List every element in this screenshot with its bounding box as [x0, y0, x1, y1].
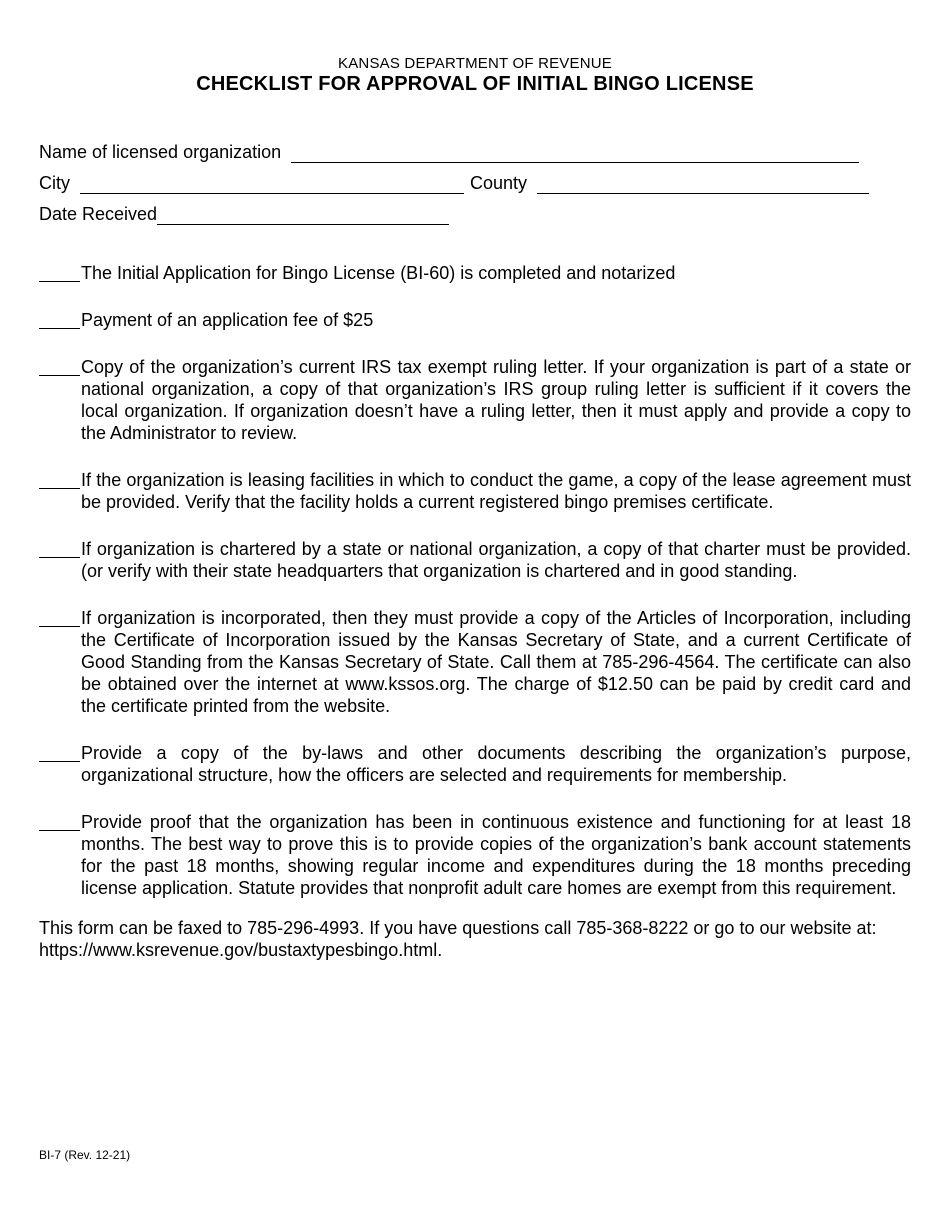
check-blank[interactable]: [39, 538, 80, 558]
checklist-item-irs-letter: [39, 356, 911, 444]
checklist-item-existence-proof: [39, 811, 911, 899]
form-header: [0, 55, 950, 96]
fax-contact-text: This form can be faxed to 785-296-4993. If you have questions call 785-368-8222 or go to our website at:: [39, 918, 877, 938]
check-blank[interactable]: [39, 469, 80, 489]
county-label: County: [469, 173, 528, 193]
checklist-item-text: If organization is chartered by a state or national organization, a copy of that charter must be provided. (or verify with their state headquarters that organization is chartered and in good standing.: [81, 539, 911, 581]
website-link[interactable]: https://www.ksrevenue.gov/bustaxtypesbingo.html.: [39, 940, 443, 960]
form-title: CHECKLIST FOR APPROVAL OF INITIAL BINGO LICENSE: [196, 73, 754, 95]
check-blank[interactable]: [39, 607, 80, 627]
check-blank[interactable]: [39, 356, 80, 376]
check-blank[interactable]: [39, 262, 80, 282]
check-blank[interactable]: [39, 811, 80, 831]
date-received-label: Date Received: [39, 204, 158, 224]
organization-row: [39, 132, 869, 163]
contact-instructions: [39, 917, 911, 961]
checklist-item-bylaws: [39, 742, 911, 786]
checklist-item-incorporation: [39, 607, 911, 717]
date-received-field[interactable]: [157, 202, 449, 225]
organization-fields: [39, 132, 869, 225]
checklist-item-text: Provide a copy of the by-laws and other documents describing the organization’s purpose, organizational structure, how the officers are selected and requirements for membership.: [81, 743, 911, 785]
organization-name-field[interactable]: [291, 140, 859, 163]
checklist-item-lease: [39, 469, 911, 513]
check-blank[interactable]: [39, 309, 80, 329]
checklist: [39, 262, 911, 924]
checklist-item-text: If organization is incorporated, then they must provide a copy of the Articles of Incorporation, including the Certificate of Incorporation issued by the Kansas Secretary of State, and a current Certificate of Good Standing from the Kansas Secretary of State. Call them at 785-296-4564. The certificate can also be obtained over the internet at www.kssos.org. The charge of $12.50 can be paid by credit card and the certificate printed from the website.: [81, 608, 911, 716]
checklist-item-text: The Initial Application for Bingo License (BI-60) is completed and notarized: [81, 263, 676, 283]
check-blank[interactable]: [39, 742, 80, 762]
checklist-item-fee: [39, 309, 911, 331]
county-field[interactable]: [537, 171, 869, 194]
checklist-item-text: Copy of the organization’s current IRS tax exempt ruling letter. If your organization is part of a state or national organization, a copy of that organization’s IRS group ruling letter is sufficient if it covers the local organization. If organization doesn’t have a ruling letter, then it must apply and provide a copy to the Administrator to review.: [81, 357, 911, 443]
checklist-item-text: Payment of an application fee of $25: [81, 310, 374, 330]
city-field[interactable]: [80, 171, 464, 194]
agency-name: KANSAS DEPARTMENT OF REVENUE: [338, 55, 612, 72]
checklist-item-application: [39, 262, 911, 284]
date-received-row: [39, 194, 869, 225]
city-county-row: [39, 163, 869, 194]
checklist-item-charter: [39, 538, 911, 582]
checklist-item-text: Provide proof that the organization has been in continuous existence and functioning for at least 18 months. The best way to prove this is to provide copies of the organization’s bank account statements for the past 18 months, showing regular income and expenditures during the 18 months preceding license application. Statute provides that nonprofit adult care homes are exempt from this requirement.: [81, 812, 911, 898]
city-label: City: [39, 173, 70, 193]
form-revision-id: BI-7 (Rev. 12-21): [39, 1148, 131, 1162]
organization-label: Name of licensed organization: [39, 142, 282, 162]
checklist-item-text: If the organization is leasing facilities in which to conduct the game, a copy of the lease agreement must be provided. Verify that the facility holds a current registered bingo premises certificate.: [81, 470, 911, 512]
